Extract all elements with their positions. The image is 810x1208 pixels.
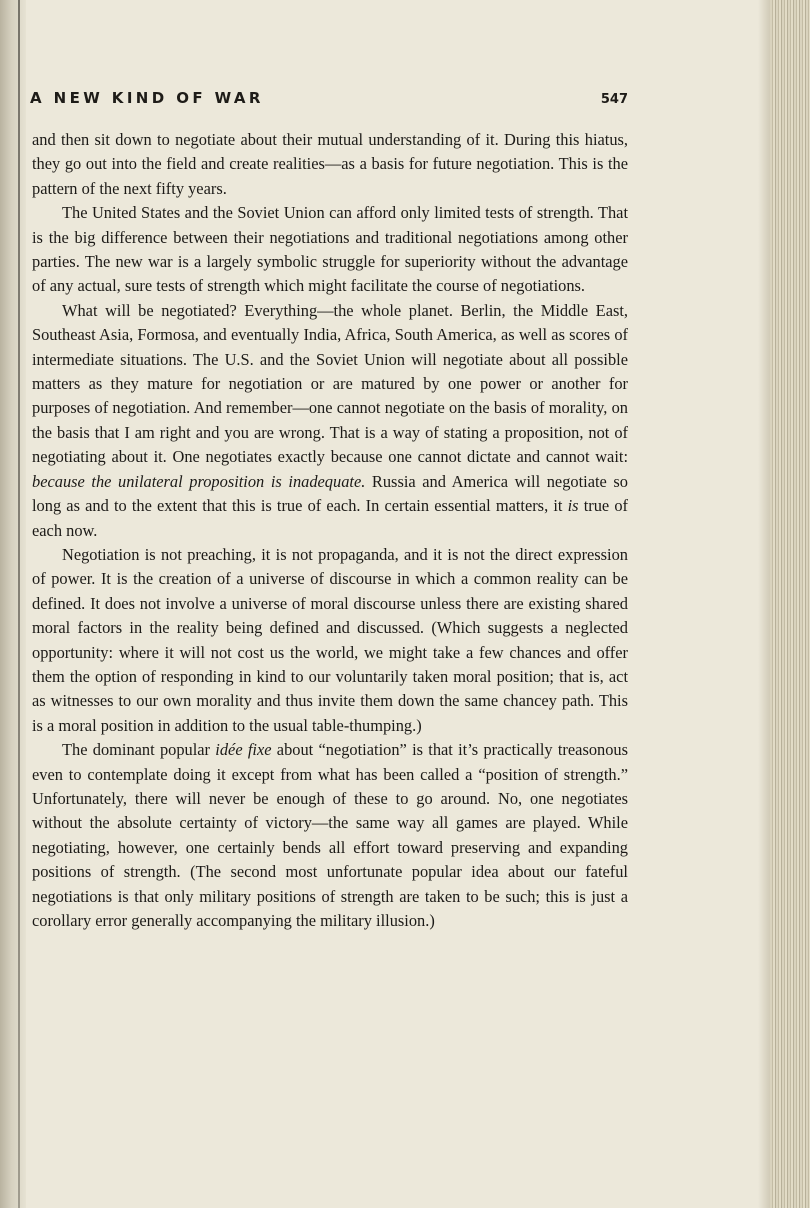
paragraph [32,543,628,738]
running-head [30,89,628,111]
italic-run: idée fixe [215,740,272,760]
text-run: Negotiation is not preaching, it is not propaganda, and it is not the direct expression of power. It is the creation of a universe of discourse in which a common reality can be defined. It does not involve a universe of moral discourse unless there are existing shared moral factors in the reality being defined and discussed. (Which suggests a neglected opportunity: where it will not cost us the world, we might take a few chances and offer them the option of responding in kind to our voluntarily taken moral position; that is, act as witnesses to our own morality and thus invite them down the same chancey path. This is a moral position in addition to the usual table-thumping.) [32,544,628,735]
text-run: about “negotiation” is that it’s practically treasonous even to contemplate doing it except from what has been called a “position of strength.” Unfortunately, there will never be enough of these to go around. No, one negotiates without the absolute certainty of victory—the same way all games are played. While negotiating, however, one certainly bends all effort toward preserving and expanding positions of strength. (The second most unfortunate popular idea about our fateful negotiations is that only military positions of strength are taken to be such; this is just a corollary error generally accompanying the military illusion.) [32,740,628,930]
page-number: 547 [600,92,628,107]
paragraph [32,738,628,933]
running-title: A NEW KIND OF WAR [30,89,264,107]
page-edge-shade [758,0,770,1208]
text-run: and then sit down to negotiate about their mutual understanding of it. During this hiatus, they go out into the field and create realities—as a basis for future negotiation. This is the pattern of the next fifty years. [32,130,628,198]
italic-run: because the unilateral proposition is inadequate. [32,471,366,491]
text-run: true of each now. [32,496,628,540]
binding-shadow-line [18,0,20,1208]
paragraph [32,299,628,543]
body-text [32,128,628,933]
text-run: The United States and the Soviet Union can afford only limited tests of strength. That is the big difference between their negotiations and traditional negotiations among other parties. The new war is a largely symbolic struggle for superiority without the advantage of any actual, sure tests of strength which might facilitate the course of negotiations. [32,203,628,296]
text-run: What will be negotiated? Everything—the whole planet. Berlin, the Middle East, Southeast Asia, Formosa, and eventually India, Africa, South America, as well as scores of intermediate situations. The U.S. and the Soviet Union will negotiate about all possible matters as they mature for negotiation or are matured by one power or another for purposes of negotiation. And remember—one cannot negotiate on the basis of morality, on the basis that I am right and you are wrong. That is a way of stating a proposition, not of negotiating about it. One negotiates exactly because one cannot dictate and cannot wait: [32,300,628,467]
binding-gutter [0,0,26,1208]
italic-run: is [567,496,579,516]
text-run: The dominant popular [62,740,216,760]
paragraph [32,201,628,299]
paragraph [32,128,628,201]
page-edge-stack [770,0,810,1208]
text-run: Russia and America will negotiate so long as and to the extent that this is true of each. In certain essential matters, it [32,471,628,516]
